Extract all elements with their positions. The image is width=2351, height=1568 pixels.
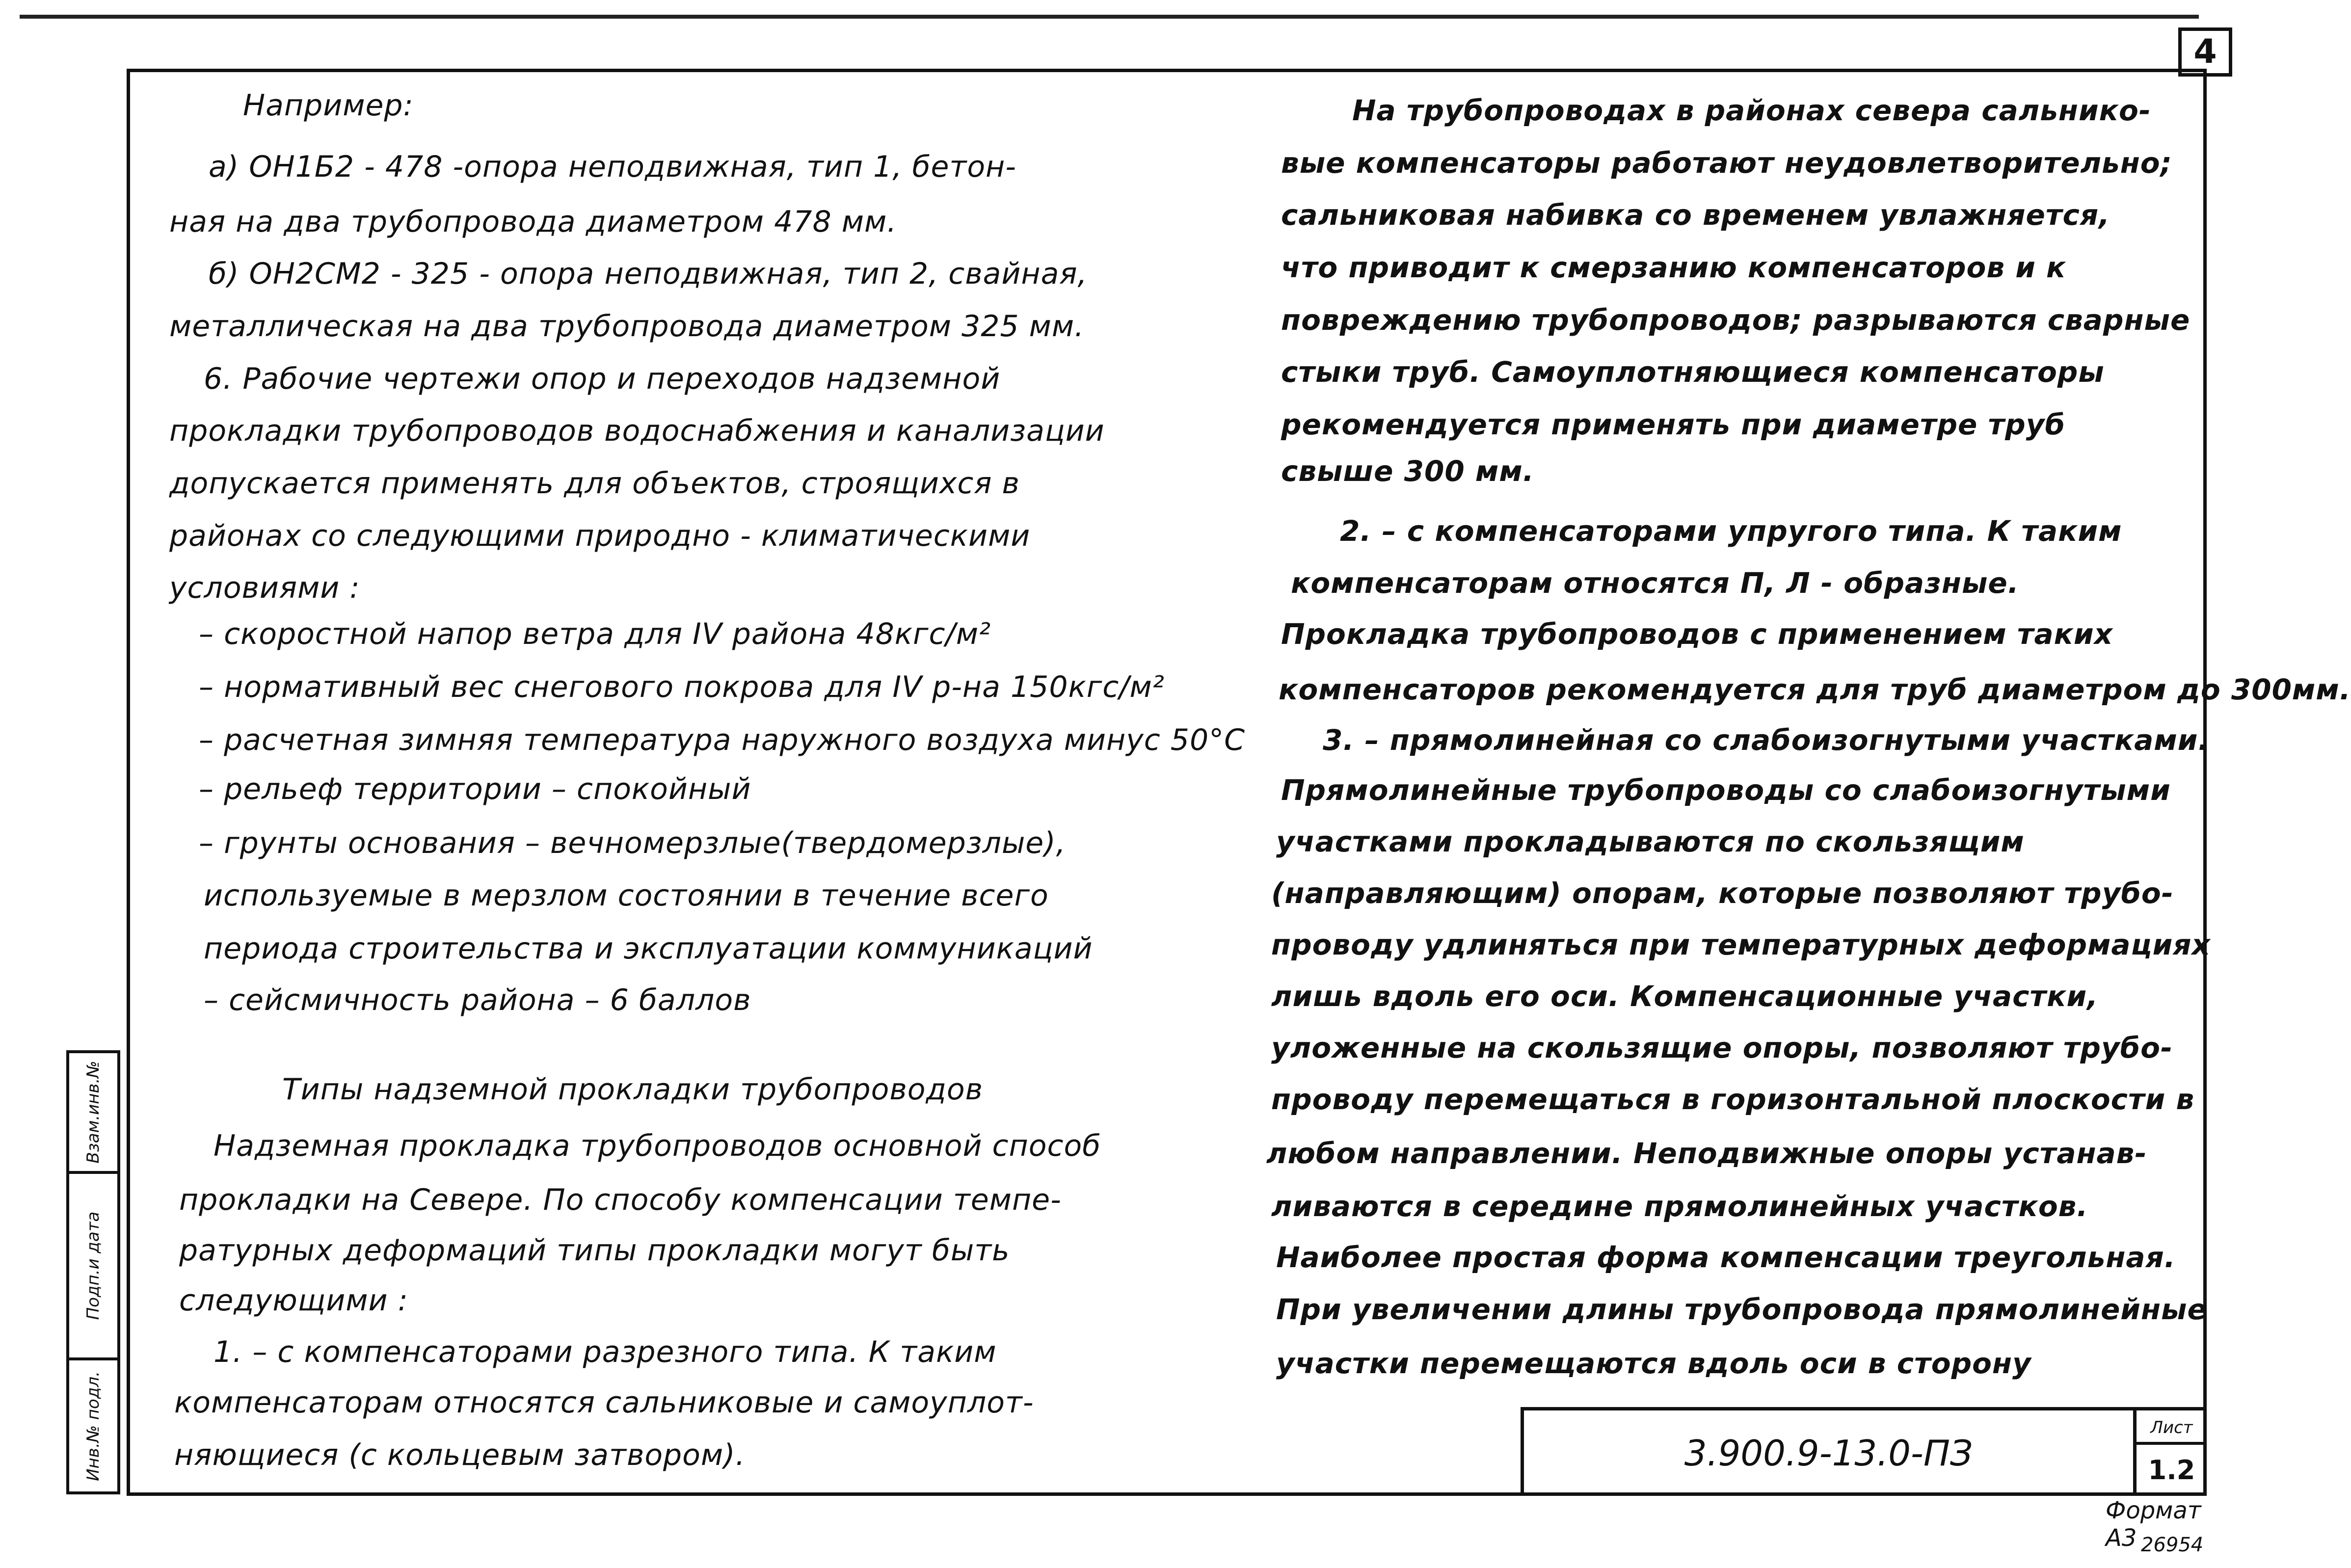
text-line: Надземная прокладка трубопроводов основной способ <box>214 1129 1101 1163</box>
top-border-line <box>20 15 2199 19</box>
text-line: компенсаторам относятся сальниковые и самоуплот- <box>174 1385 1034 1420</box>
text-line: рекомендуется применять при диаметре труб <box>1281 408 2065 441</box>
text-line: лишь вдоль его оси. Компенсационные участки, <box>1271 980 2099 1013</box>
text-line: При увеличении длины трубопровода прямолинейные <box>1276 1293 2207 1326</box>
section-heading: Типы надземной прокладки трубопроводов <box>282 1072 983 1107</box>
text-line: – скоростной напор ветра для IV района 48кгс/м² <box>199 617 991 651</box>
format-label: Формат А3 <box>2106 1497 2201 1552</box>
text-line: допускается применять для объектов, строящихся в <box>169 466 1020 501</box>
text-line: – расчетная зимняя температура наружного воздуха минус 50°С <box>199 723 1246 757</box>
text-line: стыки труб. Самоуплотняющиеся компенсаторы <box>1281 355 2105 389</box>
text-line: Например: <box>243 88 414 123</box>
title-block <box>1521 1407 2207 1496</box>
text-line: ная на два трубопровода диаметром 478 мм. <box>169 205 897 239</box>
signature-date-cell <box>69 1171 117 1357</box>
document-code: 3.900.9-13.0-ПЗ <box>1524 1410 2137 1496</box>
text-line: проводу удлиняться при температурных деформациях <box>1271 928 2211 961</box>
text-line: металлическая на два трубопровода диаметром 325 мм. <box>169 309 1085 344</box>
original-inventory-label: Инв.№ подл. <box>83 1371 103 1481</box>
text-line: а) ОН1Б2 - 478 -опора неподвижная, тип 1, бетон- <box>209 150 1016 184</box>
original-inventory-cell <box>69 1357 117 1491</box>
text-line: используемые в мерзлом состоянии в течение всего <box>204 878 1049 913</box>
text-line: Прокладка трубопроводов с применением таких <box>1281 617 2113 651</box>
text-line: следующими : <box>179 1283 408 1318</box>
text-line: ратурных деформаций типы прокладки могут быть <box>179 1233 1010 1268</box>
text-line: проводу перемещаться в горизонтальной плоскости в <box>1271 1083 2195 1116</box>
text-line: б) ОН2СМ2 - 325 - опора неподвижная, тип 2, свайная, <box>209 257 1088 291</box>
text-line: – грунты основания – вечномерзлые(твердомерзлые), <box>199 826 1066 860</box>
text-line: 3. – прямолинейная со слабоизогнутыми участками. <box>1323 723 2210 757</box>
text-line: любом направлении. Неподвижные опоры устанав- <box>1266 1137 2147 1170</box>
text-line: 6. Рабочие чертежи опор и переходов надземной <box>204 362 1001 396</box>
text-line: – рельеф территории – спокойный <box>199 772 751 806</box>
text-line: периода строительства и эксплуатации коммуникаций <box>204 931 1093 966</box>
text-line: Наиболее простая форма компенсации треугольная. <box>1276 1241 2176 1274</box>
text-line: участками прокладываются по скользящим <box>1276 825 2025 858</box>
text-line: 1. – с компенсаторами разрезного типа. К таким <box>214 1335 997 1369</box>
archive-number: 26954 <box>2141 1534 2204 1556</box>
text-line: ливаются в середине прямолинейных участков. <box>1271 1190 2088 1223</box>
sheet-label: Лист <box>2137 1410 2207 1445</box>
text-line: – нормативный вес снегового покрова для IV р-на 150кгс/м² <box>199 670 1165 704</box>
text-line: сальниковая набивка со временем увлажняется, <box>1281 198 2111 232</box>
text-line: свыше 300 мм. <box>1281 454 1534 488</box>
text-line: районах со следующими природно - климатическими <box>169 519 1031 553</box>
text-line: (направляющим) опорам, которые позволяют трубо- <box>1271 877 2174 910</box>
text-line: условиями : <box>169 571 360 605</box>
corner-sheet-number: 4 <box>2178 27 2232 77</box>
text-line: прокладки на Севере. По способу компенсации темпе- <box>179 1183 1062 1217</box>
inventory-number-cell <box>69 1053 117 1171</box>
text-line: 2. – с компенсаторами упругого типа. К таким <box>1340 514 2122 548</box>
text-line: компенсаторам относятся П, Л - образные. <box>1291 566 2019 600</box>
sheet-number: 1.2 <box>2148 1455 2195 1486</box>
text-line: На трубопроводах в районах севера сальнико- <box>1352 94 2151 127</box>
text-line: няющиеся (с кольцевым затвором). <box>174 1438 746 1472</box>
text-line: – сейсмичность района – 6 баллов <box>204 983 751 1017</box>
text-line: повреждению трубопроводов; разрываются сварные <box>1281 303 2191 337</box>
text-line: участки перемещаются вдоль оси в сторону <box>1276 1347 2031 1380</box>
text-line: компенсаторов рекомендуется для труб диаметром до 300мм. <box>1279 673 2351 706</box>
approval-side-strip <box>66 1050 120 1494</box>
text-line: вые компенсаторы работают неудовлетворительно; <box>1281 146 2172 180</box>
text-line: уложенные на скользящие опоры, позволяют трубо- <box>1271 1031 2173 1064</box>
text-line: Прямолинейные трубопроводы со слабоизогнутыми <box>1281 773 2171 807</box>
signature-date-label: Подп.и дата <box>83 1211 103 1320</box>
text-line: что приводит к смерзанию компенсаторов и к <box>1281 251 2066 284</box>
text-line: прокладки трубопроводов водоснабжения и канализации <box>169 414 1105 448</box>
inventory-number-label: Взам.инв.№ <box>83 1061 103 1164</box>
